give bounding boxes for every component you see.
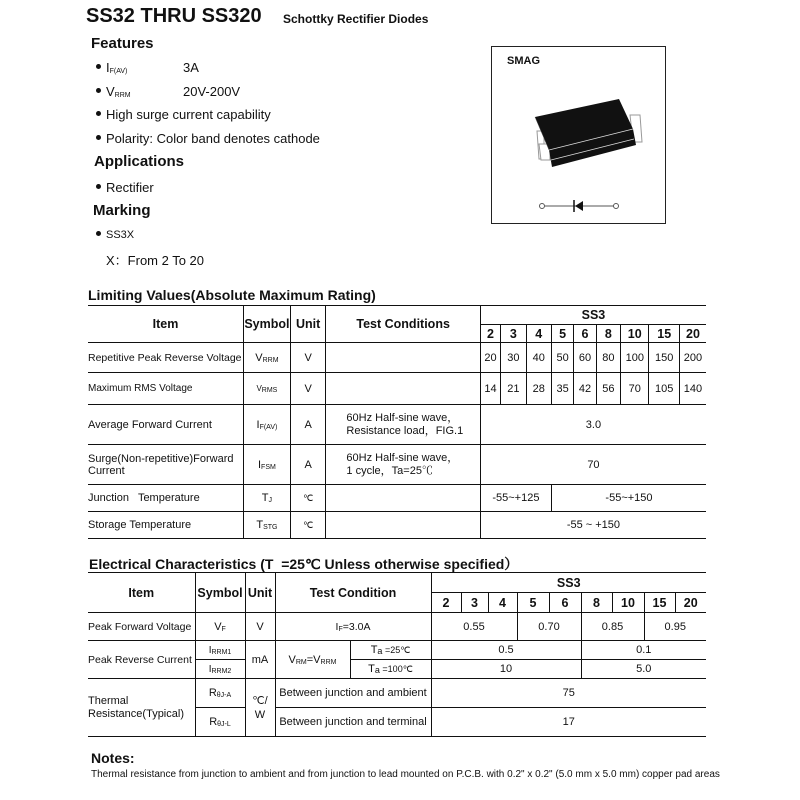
row-item: Maximum RMS Voltage: [88, 373, 243, 405]
bullet-icon: [96, 111, 101, 116]
bullet-icon: [96, 231, 101, 236]
row-symbol: $I_{FSM}$: [243, 445, 290, 485]
row-value: 3.0: [480, 405, 706, 445]
type-header: 6: [549, 593, 581, 613]
row-test: Between junction and ambient: [275, 679, 431, 708]
row-symbol: $V_{RMS}$: [243, 373, 290, 405]
type-header: 20: [675, 593, 706, 613]
row-symbol: $V_F$: [195, 613, 245, 641]
diode-symbol-icon: [537, 197, 622, 217]
row-unit: V: [290, 343, 326, 373]
row-unit: V: [245, 613, 275, 641]
header-unit: Unit: [245, 573, 275, 613]
row-value: 0.85: [581, 613, 644, 641]
header-group-ss3: SS3: [431, 573, 706, 593]
row-unit: A: [290, 445, 326, 485]
row-value: -55~+150: [551, 485, 706, 512]
package-image-box: [491, 46, 666, 224]
row-value: 21: [501, 373, 526, 405]
row-test: 60Hz Half-sine wave， 1 cycle，Ta=25℃: [326, 445, 480, 485]
row-value: 100: [621, 343, 649, 373]
table-row: [88, 343, 706, 373]
bullet-icon: [96, 88, 101, 93]
row-symbol: $R_{\theta J-A}$: [195, 679, 245, 708]
bullet-icon: [96, 135, 101, 140]
row-symbol: $R_{\theta J-L}$: [195, 708, 245, 737]
row-value: 0.1: [581, 641, 706, 660]
row-value: 30: [501, 343, 526, 373]
type-header: 8: [581, 593, 612, 613]
row-value: 20: [480, 343, 500, 373]
type-header: 4: [526, 325, 551, 343]
row-value: 200: [679, 343, 706, 373]
bullet-icon: [96, 64, 101, 69]
row-value: 35: [551, 373, 573, 405]
row-value: 0.55: [431, 613, 517, 641]
row-test: $I_F=3.0A$: [275, 613, 431, 641]
row-item: Peak Reverse Current: [88, 641, 195, 679]
header-item: Item: [88, 573, 195, 613]
header-test-conditions: Test Conditions: [326, 306, 480, 343]
row-value: 10: [431, 660, 581, 679]
row-value: -55 ~ +150: [480, 512, 706, 539]
row-value: 14: [480, 373, 500, 405]
notes-text: Thermal resistance from junction to ambient and from junction to lead mounted on P.C.B. with 0.2" x 0.2" (5.0 mm x 5.0 mm) copper pad areas: [91, 769, 720, 780]
header-symbol: Symbol: [195, 573, 245, 613]
table-row: [88, 485, 706, 512]
row-unit: mA: [245, 641, 275, 679]
row-item: Repetitive Peak Reverse Voltage: [88, 343, 243, 373]
row-value: 60: [574, 343, 596, 373]
type-header: 8: [596, 325, 620, 343]
table-row: [88, 641, 706, 660]
row-item: Thermal Resistance(Typical): [88, 679, 195, 737]
row-symbol: $I_{RRM2}$: [195, 660, 245, 679]
row-value: 0.95: [644, 613, 706, 641]
row-value: 56: [596, 373, 620, 405]
page-title: SS32 THRU SS320: [86, 5, 262, 27]
limiting-values-title: Limiting Values(Absolute Maximum Rating): [88, 287, 376, 303]
type-header: 2: [431, 593, 461, 613]
header-unit: Unit: [290, 306, 326, 343]
row-unit: ℃: [290, 485, 326, 512]
row-test-temp: $T_a$ =100℃: [350, 660, 431, 679]
row-test: [326, 343, 480, 373]
row-test: $V_{RM}=V_{RRM}$: [275, 641, 350, 679]
page-subtitle: Schottky Rectifier Diodes: [283, 12, 429, 26]
row-unit: ℃/ W: [245, 679, 275, 737]
row-value: 70: [621, 373, 649, 405]
feature-vrrm-value: 20V-200V: [183, 84, 241, 99]
row-value: 140: [679, 373, 706, 405]
type-header: 2: [480, 325, 500, 343]
row-value: -55~+125: [480, 485, 551, 512]
table-row: [88, 512, 706, 539]
row-value: 42: [574, 373, 596, 405]
type-header: 15: [649, 325, 679, 343]
header-test-condition: Test Condition: [275, 573, 431, 613]
limiting-values-table: [88, 305, 706, 539]
table-row: [88, 405, 706, 445]
row-value: 70: [480, 445, 706, 485]
row-value: 5.0: [581, 660, 706, 679]
marking-note: X：From 2 To 20: [106, 253, 205, 268]
table-row: [88, 445, 706, 485]
row-test: [326, 512, 480, 539]
type-header: 4: [488, 593, 517, 613]
features-heading: Features: [91, 35, 154, 52]
row-value: 80: [596, 343, 620, 373]
feature-bullet: High surge current capability: [96, 107, 271, 122]
row-item: Peak Forward Voltage: [88, 613, 195, 641]
row-item: Storage Temperature: [88, 512, 243, 539]
row-value: 17: [431, 708, 706, 737]
feature-ifav-value: 3A: [183, 60, 199, 75]
row-value: 40: [526, 343, 551, 373]
type-header: 20: [679, 325, 706, 343]
row-symbol: $T_{STG}$: [243, 512, 290, 539]
row-item: Junction Temperature: [88, 485, 243, 512]
package-label: SMAG: [507, 55, 540, 67]
type-header: 15: [644, 593, 675, 613]
marking-code: SS3X: [96, 229, 134, 241]
row-value: 28: [526, 373, 551, 405]
table-row: [88, 679, 706, 708]
row-test: [326, 373, 480, 405]
row-value: 105: [649, 373, 679, 405]
row-value: 50: [551, 343, 573, 373]
type-header: 6: [574, 325, 596, 343]
row-value: 0.5: [431, 641, 581, 660]
bullet-icon: [96, 184, 101, 189]
row-symbol: $I_{RRM1}$: [195, 641, 245, 660]
type-header: 5: [551, 325, 573, 343]
row-item: Surge(Non-repetitive)Forward Current: [88, 445, 243, 485]
marking-heading: Marking: [93, 202, 151, 219]
row-symbol: $V_{RRM}$: [243, 343, 290, 373]
feature-bullet: Polarity: Color band denotes cathode: [96, 131, 320, 146]
row-value: 150: [649, 343, 679, 373]
row-test: Between junction and terminal: [275, 708, 431, 737]
row-test: 60Hz Half-sine wave， Resistance load，FIG.1: [326, 405, 480, 445]
application-bullet: Rectifier: [96, 180, 154, 195]
row-unit: V: [290, 373, 326, 405]
row-test: [326, 485, 480, 512]
row-value: 0.70: [517, 613, 581, 641]
type-header: 10: [612, 593, 644, 613]
row-value: 75: [431, 679, 706, 708]
type-header: 5: [517, 593, 549, 613]
row-symbol: $T_J$: [243, 485, 290, 512]
type-header: 3: [501, 325, 526, 343]
header-group-ss3: SS3: [480, 306, 706, 325]
notes-heading: Notes:: [91, 750, 135, 766]
row-symbol: $I_{F(AV)}$: [243, 405, 290, 445]
feature-ifav: $I_{F(AV)}$ 3A: [96, 60, 127, 75]
electrical-characteristics-table: [88, 572, 706, 737]
header-symbol: Symbol: [243, 306, 290, 343]
row-unit: A: [290, 405, 326, 445]
table-row: [88, 613, 706, 641]
electrical-characteristics-title: Electrical Characteristics (T =25℃ Unless otherwise specified）: [89, 556, 519, 572]
type-header: 3: [461, 593, 488, 613]
header-item: Item: [88, 306, 243, 343]
applications-heading: Applications: [94, 153, 185, 170]
row-test-temp: $T_a$ =25℃: [350, 641, 431, 660]
table-row: [88, 373, 706, 405]
type-header: 10: [621, 325, 649, 343]
row-item: Average Forward Current: [88, 405, 243, 445]
row-unit: ℃: [290, 512, 326, 539]
feature-vrrm: $V_{RRM}$ 20V-200V: [96, 84, 131, 99]
